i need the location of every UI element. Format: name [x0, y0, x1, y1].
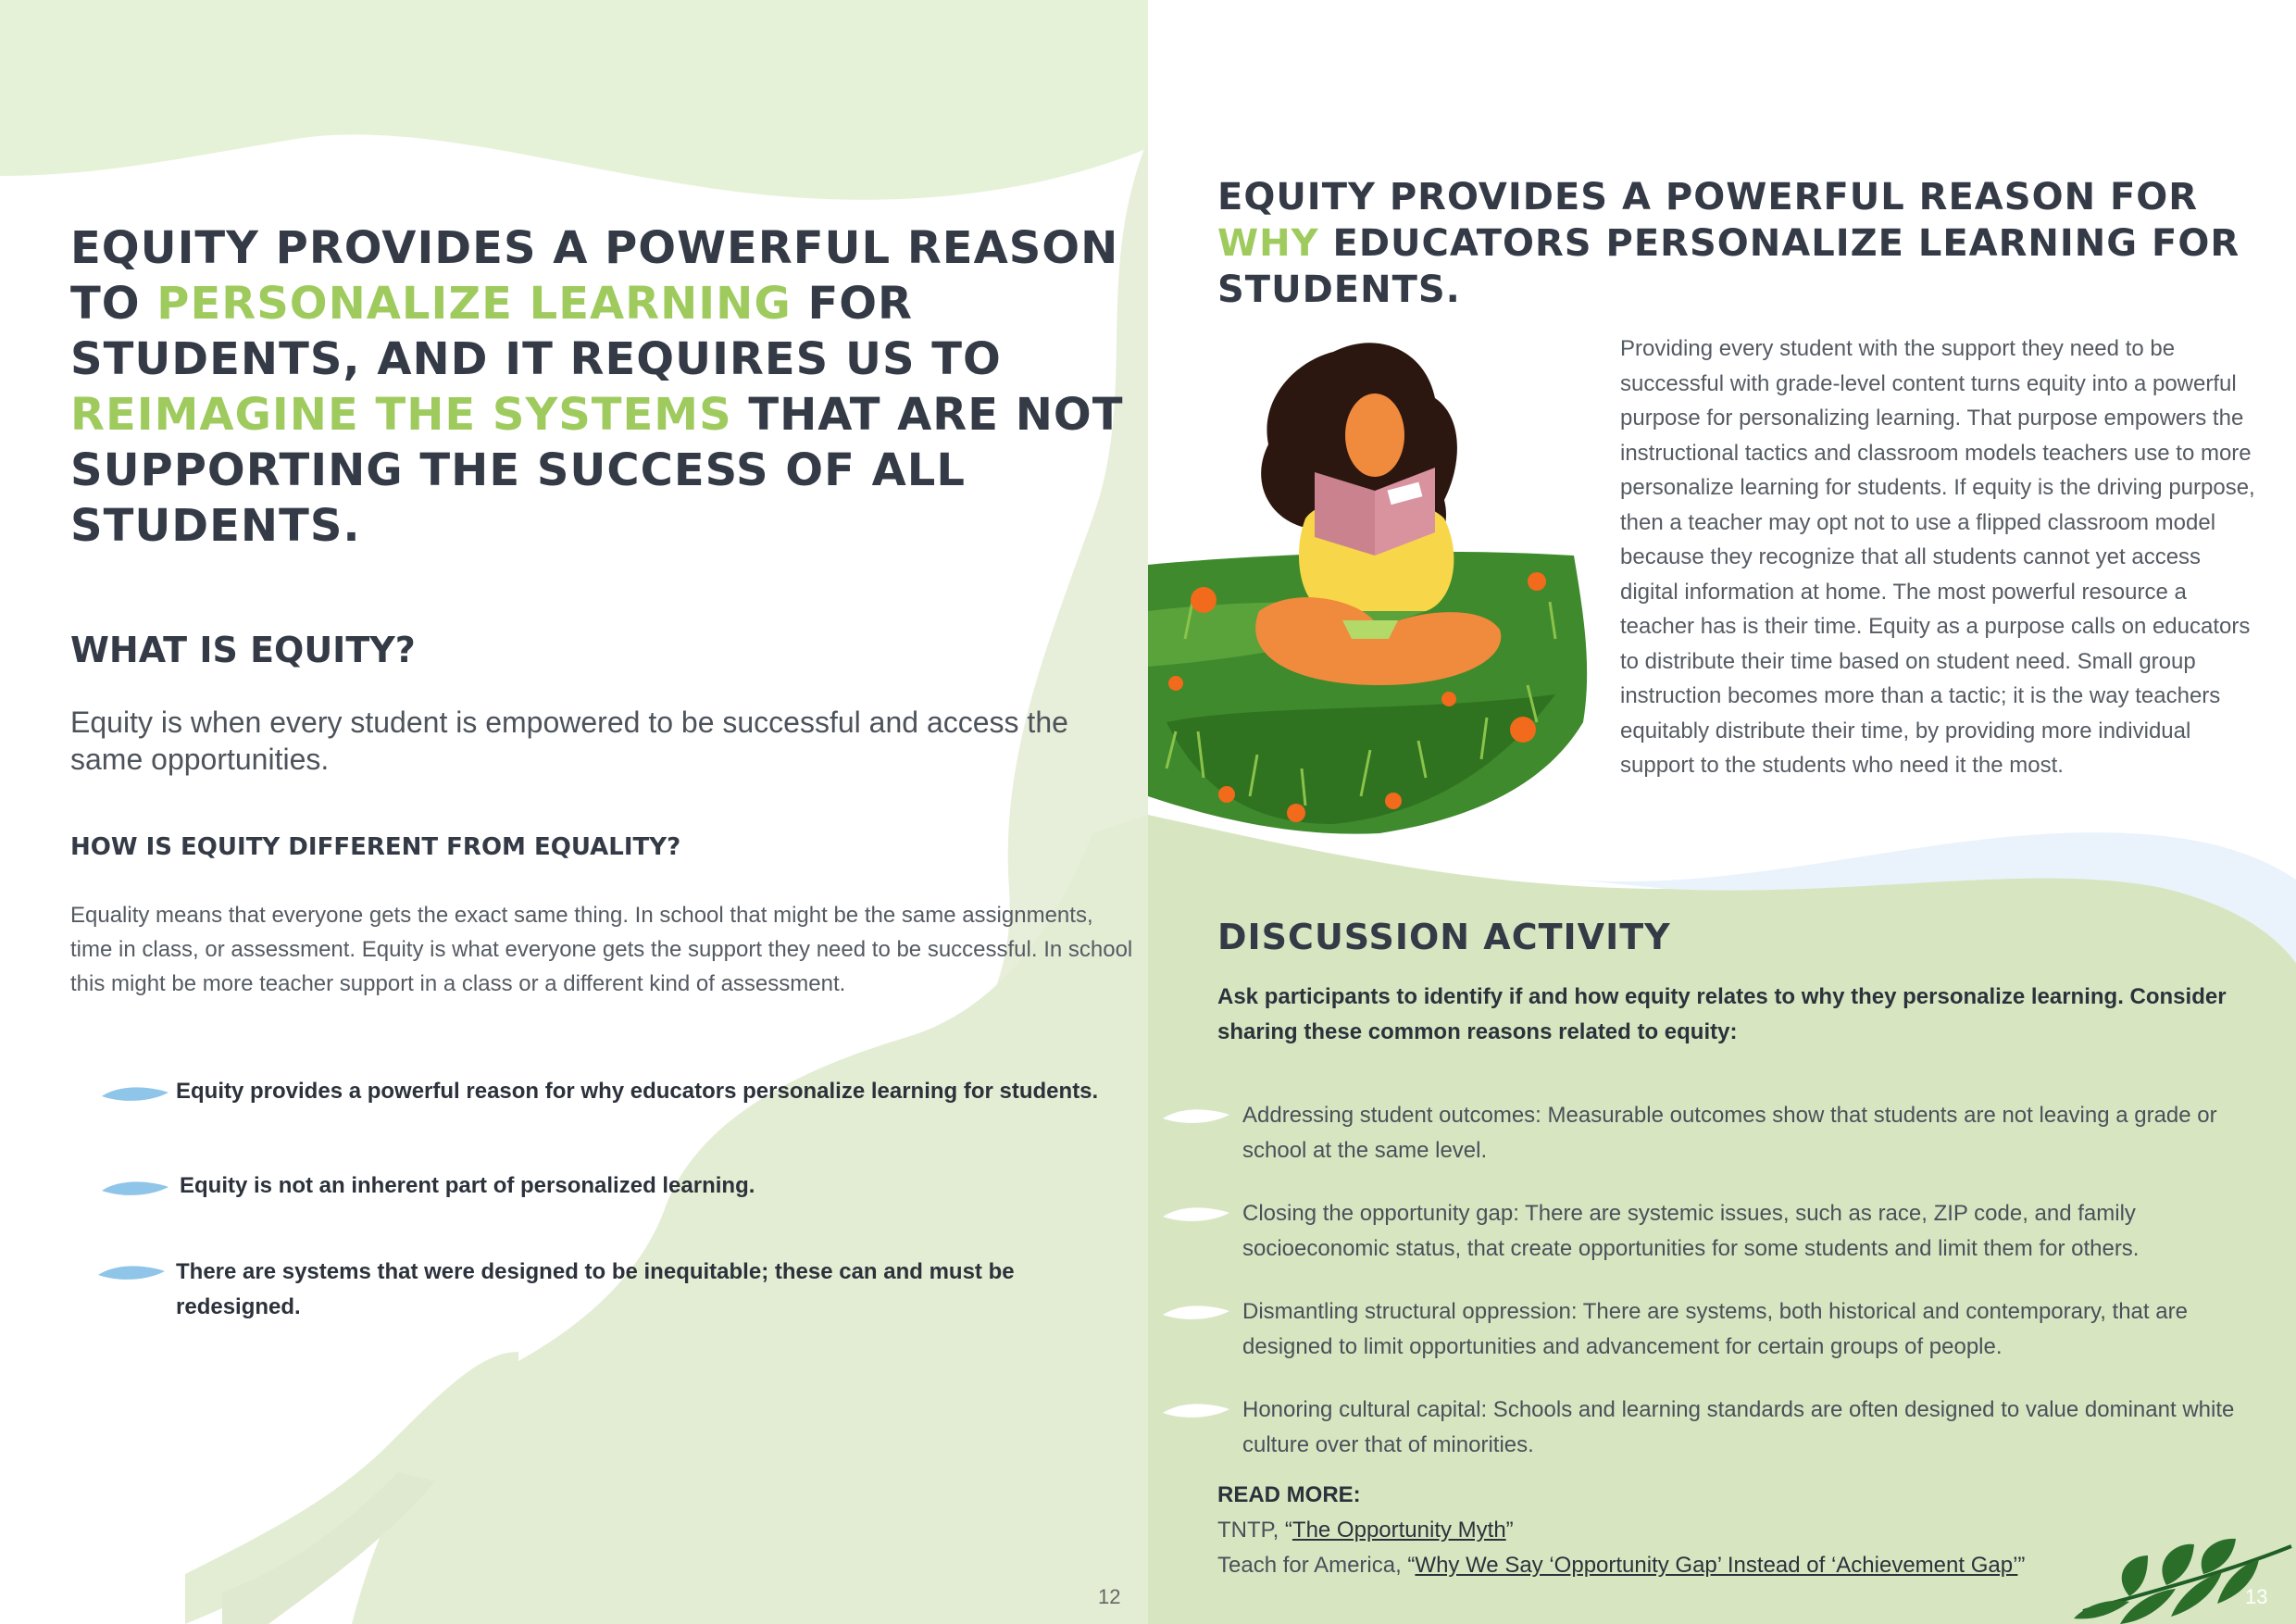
quote-close: ”: [1505, 1518, 1514, 1543]
reason-text: Closing the opportunity gap: There are systemic issues, such as race, ZIP code, and family socioeconomic status, that create opportunities for some students and limit them for others.: [1242, 1201, 2140, 1261]
list-item: [1157, 1294, 2277, 1393]
right-page-title: [1217, 174, 2282, 313]
list-item: [93, 1074, 1111, 1167]
equity-purpose-paragraph: Providing every student with the support they need to be successful with grade-level content turns equity into a powerful purpose for personalizing learning. That purpose empowers the instructional tactics and classroom models teachers use to more personalize learning for students. If equity is the driving purpose, then a teacher may opt not to use a flipped classroom model because they recognize that all students cannot yet access digital information at home. The most powerful resource a teacher has is their time. Equity as a purpose calls on educators to distribute their time based on student need. Small group instruction becomes more than a tactic; it is the way teachers equitably distribute their time, by providing more individual support to the students who need it the most.: [1620, 336, 2255, 778]
what-is-equity-text: Equity is when every student is empowered to be successful and access the same opportunities.: [70, 706, 1068, 776]
title-highlight: WHY: [1217, 222, 1319, 265]
palm-leaf-icon: [2074, 1537, 2296, 1624]
title-part: THAT ARE NOT SUPPORTING THE SUCCESS OF ALL STUDENTS.: [70, 389, 1124, 552]
white-leaf-bullet-icon: [1161, 1302, 1231, 1324]
list-item: [1157, 1098, 2277, 1196]
reference-prefix: Teach for America,: [1217, 1553, 1408, 1578]
blue-leaf-bullet-icon: [100, 1083, 170, 1106]
read-more-label: READ MORE:: [1217, 1482, 1361, 1507]
discussion-prompt: Ask participants to identify if and how equity relates to why they personalize learning. Consider sharing these common reasons related to equity:: [1217, 984, 2227, 1044]
blue-leaf-bullet-icon: [96, 1262, 167, 1284]
bullet-text: Equity provides a powerful reason for why educators personalize learning for students.: [176, 1079, 1099, 1104]
title-highlight: PERSONALIZE LEARNING: [156, 278, 792, 330]
reference-prefix: TNTP,: [1217, 1518, 1285, 1543]
quote-open: “: [1284, 1518, 1292, 1543]
how-different-heading: HOW IS EQUITY DIFFERENT FROM EQUALITY?: [70, 833, 681, 861]
title-highlight: REIMAGINE THE SYSTEMS: [70, 389, 732, 441]
opportunity-myth-link[interactable]: The Opportunity Myth: [1292, 1518, 1506, 1543]
reasons-list: [1157, 1098, 2277, 1470]
discussion-activity-heading: DISCUSSION ACTIVITY: [1217, 917, 1671, 957]
what-is-equity-heading: WHAT IS EQUITY?: [70, 630, 416, 670]
white-leaf-bullet-icon: [1161, 1204, 1231, 1226]
list-item: [1157, 1196, 2277, 1294]
bullet-text: Equity is not an inherent part of personalized learning.: [180, 1173, 755, 1198]
reference-line: [1217, 1513, 2143, 1548]
title-part: EDUCATORS PERSONALIZE LEARNING FOR STUDENTS.: [1217, 222, 2240, 311]
how-different-text: Equality means that everyone gets the exact same thing. In school that might be the same assignments, time in class, or assessment. Equity is what everyone gets the support they need to be successful. In school this might be more teacher support in a class or a different kind of assessment.: [70, 903, 1133, 996]
page-number-right: 13: [2245, 1585, 2268, 1608]
left-page-title: [70, 220, 1135, 554]
reason-text: Addressing student outcomes: Measurable outcomes show that students are not leaving a grade or school at the same level.: [1242, 1103, 2217, 1163]
bullet-text: There are systems that were designed to be inequitable; these can and must be redesigned.: [176, 1259, 1015, 1319]
title-part: FOR STUDENTS, AND IT REQUIRES US TO: [70, 278, 1002, 385]
title-part: EQUITY PROVIDES A POWERFUL REASON FOR: [1217, 176, 2199, 219]
white-leaf-bullet-icon: [1161, 1106, 1231, 1128]
page-number-left: 12: [1098, 1585, 1121, 1608]
left-bullet-list: [93, 1074, 1111, 1338]
blue-leaf-bullet-icon: [100, 1178, 170, 1200]
list-item: [93, 1255, 1111, 1338]
opportunity-gap-link[interactable]: Why We Say ‘Opportunity Gap’ Instead of ‘Achievement Gap’: [1415, 1553, 2018, 1578]
quote-open: “: [1407, 1553, 1416, 1578]
reference-line: [1217, 1548, 2143, 1583]
list-item: [93, 1167, 1111, 1255]
reason-text: Dismantling structural oppression: There are systems, both historical and contemporary, that are designed to limit opportunities and advancement for certain groups of people.: [1242, 1299, 2188, 1359]
white-leaf-bullet-icon: [1161, 1400, 1231, 1422]
read-more-section: [1217, 1478, 2143, 1583]
reason-text: Honoring cultural capital: Schools and learning standards are often designed to value dominant white culture over that of minorities.: [1242, 1397, 2235, 1457]
title-part: EQUITY PROVIDES A POWERFUL REASON TO: [70, 222, 1119, 330]
list-item: [1157, 1393, 2277, 1470]
girl-reading-on-grass-illustration: [1148, 333, 1592, 843]
quote-close: ”: [2017, 1553, 2026, 1578]
